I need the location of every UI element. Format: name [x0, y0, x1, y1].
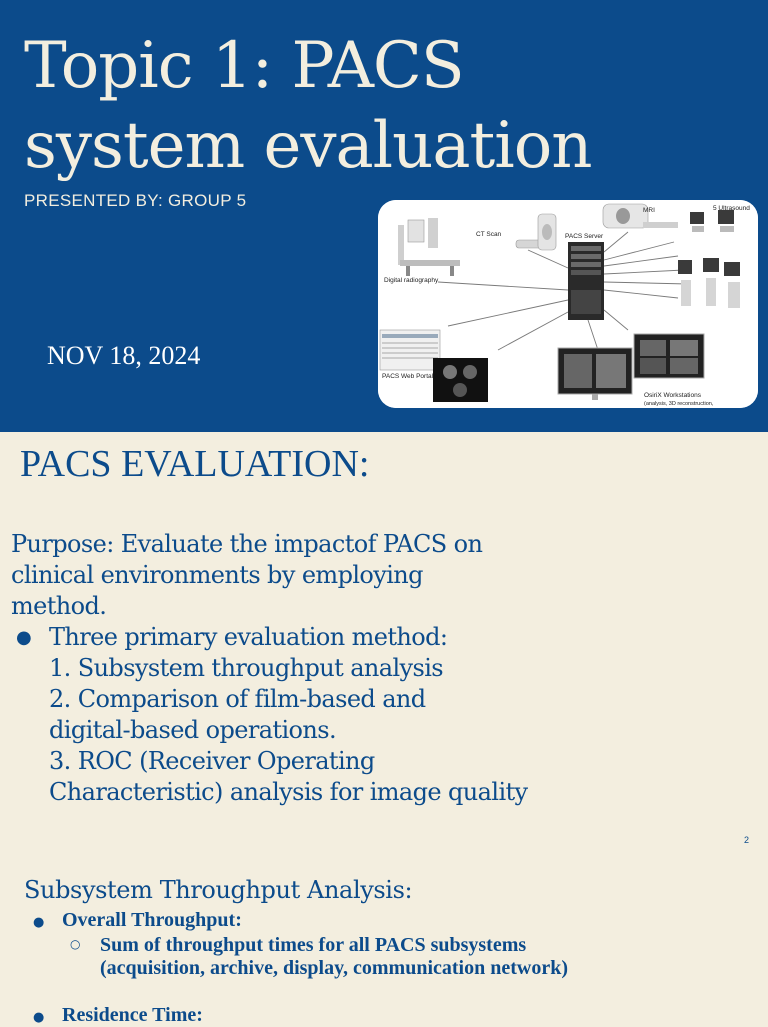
bullet-overall-throughput: Overall Throughput: — [62, 909, 242, 931]
method-item-3b: Characteristic) analysis for image quality — [49, 778, 528, 806]
hollow-bullet-icon: ○ — [70, 937, 81, 951]
title-line-2: system evaluation — [24, 109, 592, 183]
list-item — [11, 622, 731, 653]
label-pacs-web-portal: PACS Web Portal — [382, 373, 434, 380]
label-ct-scan: CT Scan — [476, 231, 502, 238]
label-mri: MRI — [643, 207, 655, 214]
section-heading: PACS EVALUATION: — [20, 443, 370, 485]
purpose-line-1: Purpose: Evaluate the impactof PACS on — [11, 530, 483, 558]
label-pacs-server: PACS Server — [565, 233, 604, 240]
title-slide — [0, 0, 768, 432]
bullet-residence-time: Residence Time: — [62, 1004, 203, 1026]
bullet-icon: ● — [16, 627, 32, 648]
bullet-icon: ● — [33, 1010, 45, 1025]
sub-bullet-throughput-definition: Sum of throughput times for all PACS subsystems (acquisition, archive, display, communication network) — [100, 934, 568, 979]
purpose-line-3: method. — [11, 592, 107, 620]
evaluation-method-list — [11, 622, 731, 808]
label-ultrasound: 5 Ultrasound — [713, 205, 750, 212]
bullet-icon: ● — [33, 915, 45, 930]
pacs-architecture-diagram — [378, 200, 758, 408]
label-digital-radiography: Digital radiography — [384, 277, 439, 284]
pacs-server-icon — [568, 242, 604, 320]
page-number: 2 — [744, 835, 750, 845]
label-osirix-sub: (analysis, 3D reconstruction, — [644, 401, 714, 407]
method-item-1: 1. Subsystem throughput analysis — [49, 654, 444, 682]
presented-by: PRESENTED BY: GROUP 5 — [24, 191, 247, 210]
purpose-paragraph — [11, 529, 611, 622]
presentation-date: NOV 18, 2024 — [47, 341, 201, 370]
slide-title — [24, 26, 591, 186]
method-item-2a: 2. Comparison of film-based and — [49, 685, 426, 713]
throughput-heading: Subsystem Throughput Analysis: — [24, 876, 413, 904]
evaluation-slide — [0, 432, 768, 1024]
method-item-2b: digital-based operations. — [49, 716, 336, 744]
purpose-line-2: clinical environments by employing — [11, 561, 423, 589]
label-osirix: OsiriX Workstations — [644, 392, 701, 399]
title-line-1: Topic 1: PACS — [24, 29, 464, 103]
method-item-3a: 3. ROC (Receiver Operating — [49, 747, 375, 775]
list-item-text: Three primary evaluation method: — [49, 623, 448, 651]
